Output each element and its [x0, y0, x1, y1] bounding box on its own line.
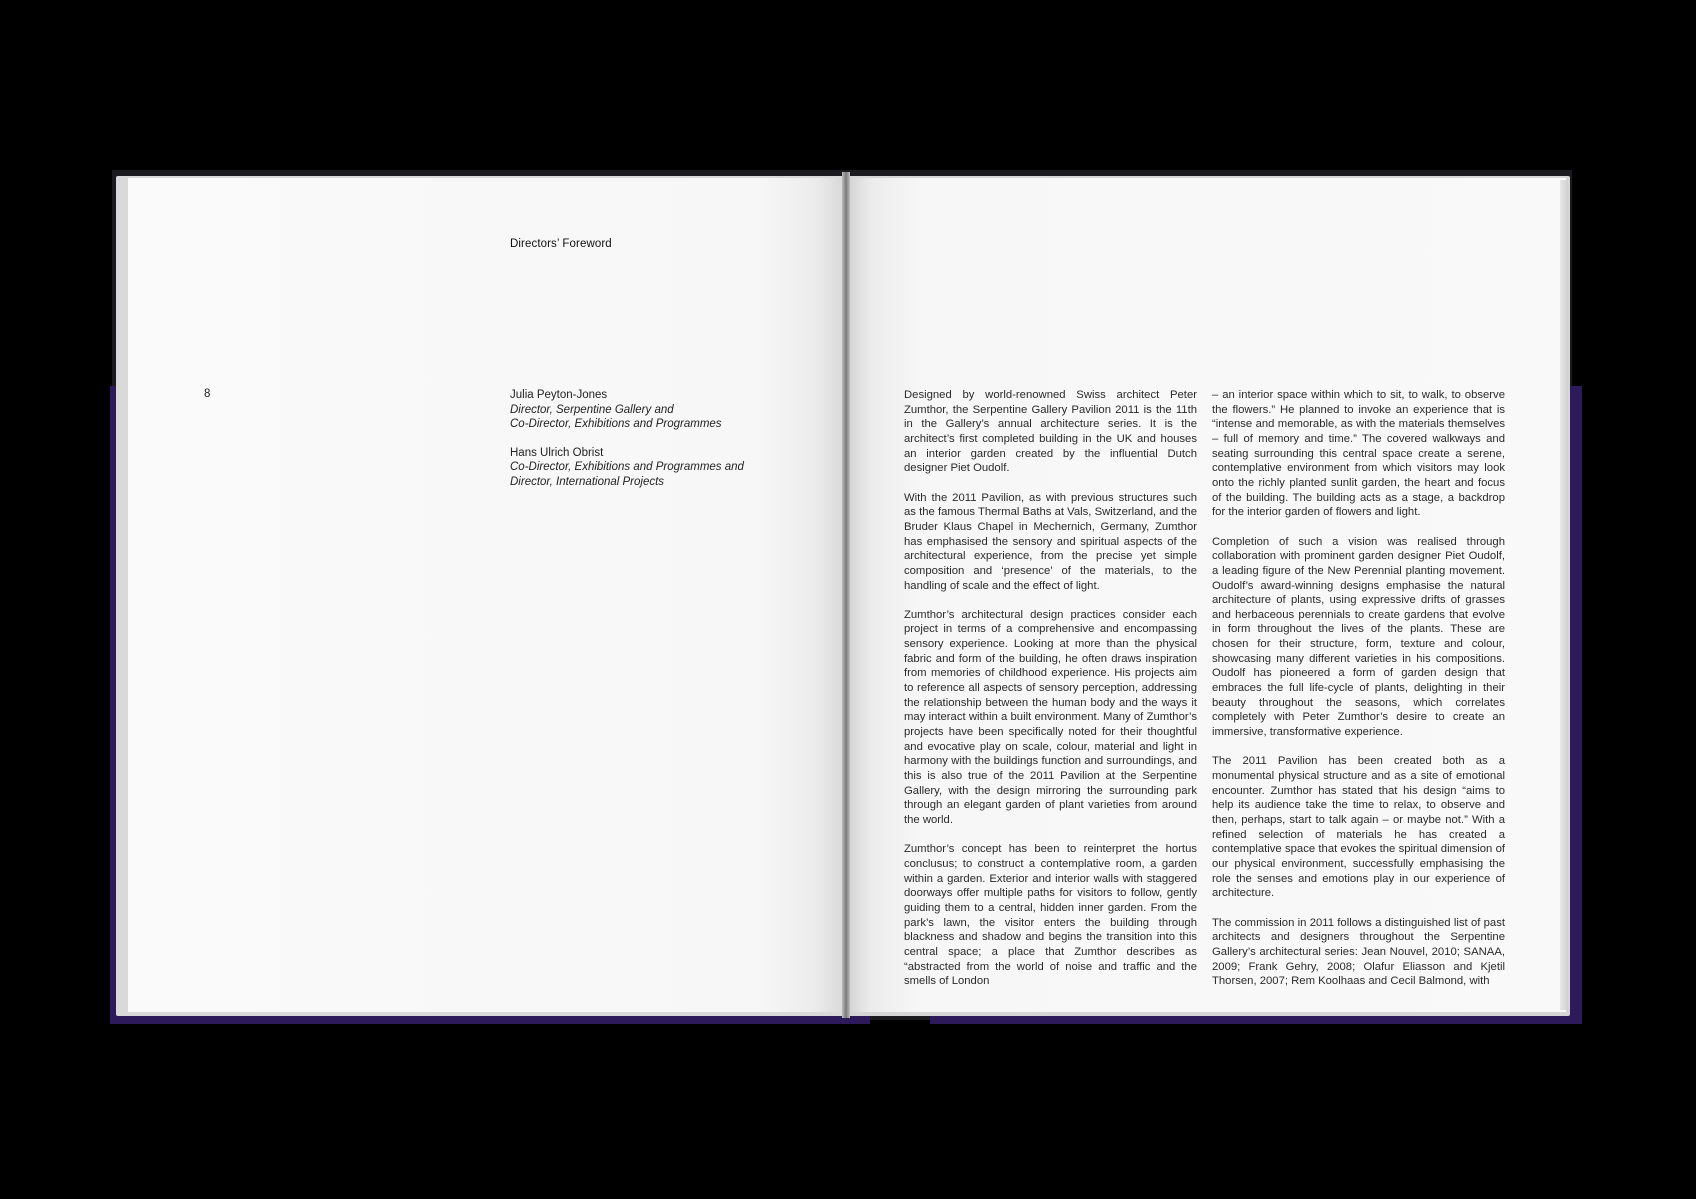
paragraph: With the 2011 Pavilion, as with previous structures such as the famous Thermal Baths at Vals, Switzerland, and the Bruder Klaus Chapel in Mechernich, Germany, Zumthor has emphasised the sensory and spiritual aspects of the architectural experience, from the precise yet simple composition and ‘presence’ of the materials, to the handling of scale and the effect of light.	[904, 491, 1197, 592]
page-edge	[1560, 180, 1568, 1010]
paragraph: The 2011 Pavilion has been created both as a monumental physical structure and as a site of emotional encounter. Zumthor has stated that his design “aims to help its audience take the time to relax, to observe and then, perhaps, start to talk again – or maybe not.” With a refined selection of materials he has created a contemplative space that evokes the spiritual dimension of our physical environment, successfully emphasising the role the senses and emotions play in our experience of architecture.	[1212, 755, 1505, 900]
signatory	[510, 388, 810, 432]
paragraph: Completion of such a vision was realised through collaboration with prominent garden designer Piet Oudolf, a leading figure of the New Perennial planting movement. Oudolf’s award-winning designs emphasise the natural architecture of plants, using expressive drifts of grasses and herbaceous perennials to create gardens that evolve in form throughout the lives of the plants. These are chosen for their structure, form, texture and colour, showcasing many different varieties in his compositions. Oudolf has pioneered a form of garden design that embraces the full life-cycle of plants, delighting in their beauty throughout the seasons, which correlates completely with Peter Zumthor’s desire to create an immersive, transformative experience.	[1212, 535, 1505, 739]
paragraph: Designed by world-renowned Swiss architect Peter Zumthor, the Serpentine Gallery Pavilion 2011 is the 11th in the Gallery’s annual architecture series. It is the architect’s first completed building in the UK and houses an interior garden created by the influential Dutch designer Piet Oudolf.	[904, 389, 1197, 475]
book-gutter	[842, 172, 850, 1018]
signatory-name: Julia Peyton-Jones	[510, 389, 608, 401]
signatory-role: Director, Serpentine Gallery and Co-Director, Exhibitions and Programmes	[510, 403, 722, 431]
paragraph: Zumthor’s architectural design practices consider each project in terms of a comprehensive and encompassing sensory experience. Looking at more than the physical fabric and form of the building, he often draws inspiration from memories of childhood experience. His projects aim to reference all aspects of sensory perception, addressing the relationship between the human body and the ways it may interact within a built environment. Many of Zumthor’s projects have been specifically noted for their thoughtful and evocative play on scale, colour, material and light in harmony with the buildings function and surroundings, and this is also true of the 2011 Pavilion at the Serpentine Gallery, with the design mirroring the surrounding park through an elegant garden of plant varieties from around the world.	[904, 608, 1197, 826]
signatories	[510, 388, 810, 504]
paragraph: Zumthor’s concept has been to reinterpret the hortus conclusus; to construct a contemplative room, a garden within a garden. Exterior and interior walls with staggered doorways offer multiple paths for visitors to follow, gently guiding them to a central, hidden inner garden. From the park’s lawn, the visitor enters the building through blackness and shadow and begins the transition into this central space; a place that Zumthor describes as “abstracted from the world of noise and traffic and the smells of London	[904, 843, 1197, 988]
text-column-2	[1212, 388, 1505, 1004]
paragraph: – an interior space within which to sit, to walk, to observe the flowers.” He planned to invoke an experience that is “intense and memorable, as with the materials themselves – full of memory and time.” The covered walkways and seating surrounding this central space create a serene, contemplative environment from which visitors may look onto the richly planted sunlit garden, the heart and focus of the building. The building acts as a stage, a backdrop for the interior garden of flowers and light.	[1212, 389, 1505, 519]
signatory	[510, 446, 810, 490]
text-column-1	[904, 388, 1197, 1004]
signatory-name: Hans Ulrich Obrist	[510, 446, 604, 459]
signatory-role: Co-Director, Exhibitions and Programmes and Director, International Projects	[510, 461, 744, 488]
left-page	[128, 178, 844, 1012]
page-number: 8	[204, 388, 211, 400]
page-title: Directors’ Foreword	[510, 238, 612, 250]
paragraph: The commission in 2011 follows a distinguished list of past architects and designers throughout the Serpentine Gallery’s architectural series: Jean Nouvel, 2010; SANAA, 2009; Frank Gehry, 2008; Olafur Eliasson and Kjetil Thorsen, 2007; Rem Koolhaas and Cecil Balmond, with	[1212, 916, 1505, 988]
